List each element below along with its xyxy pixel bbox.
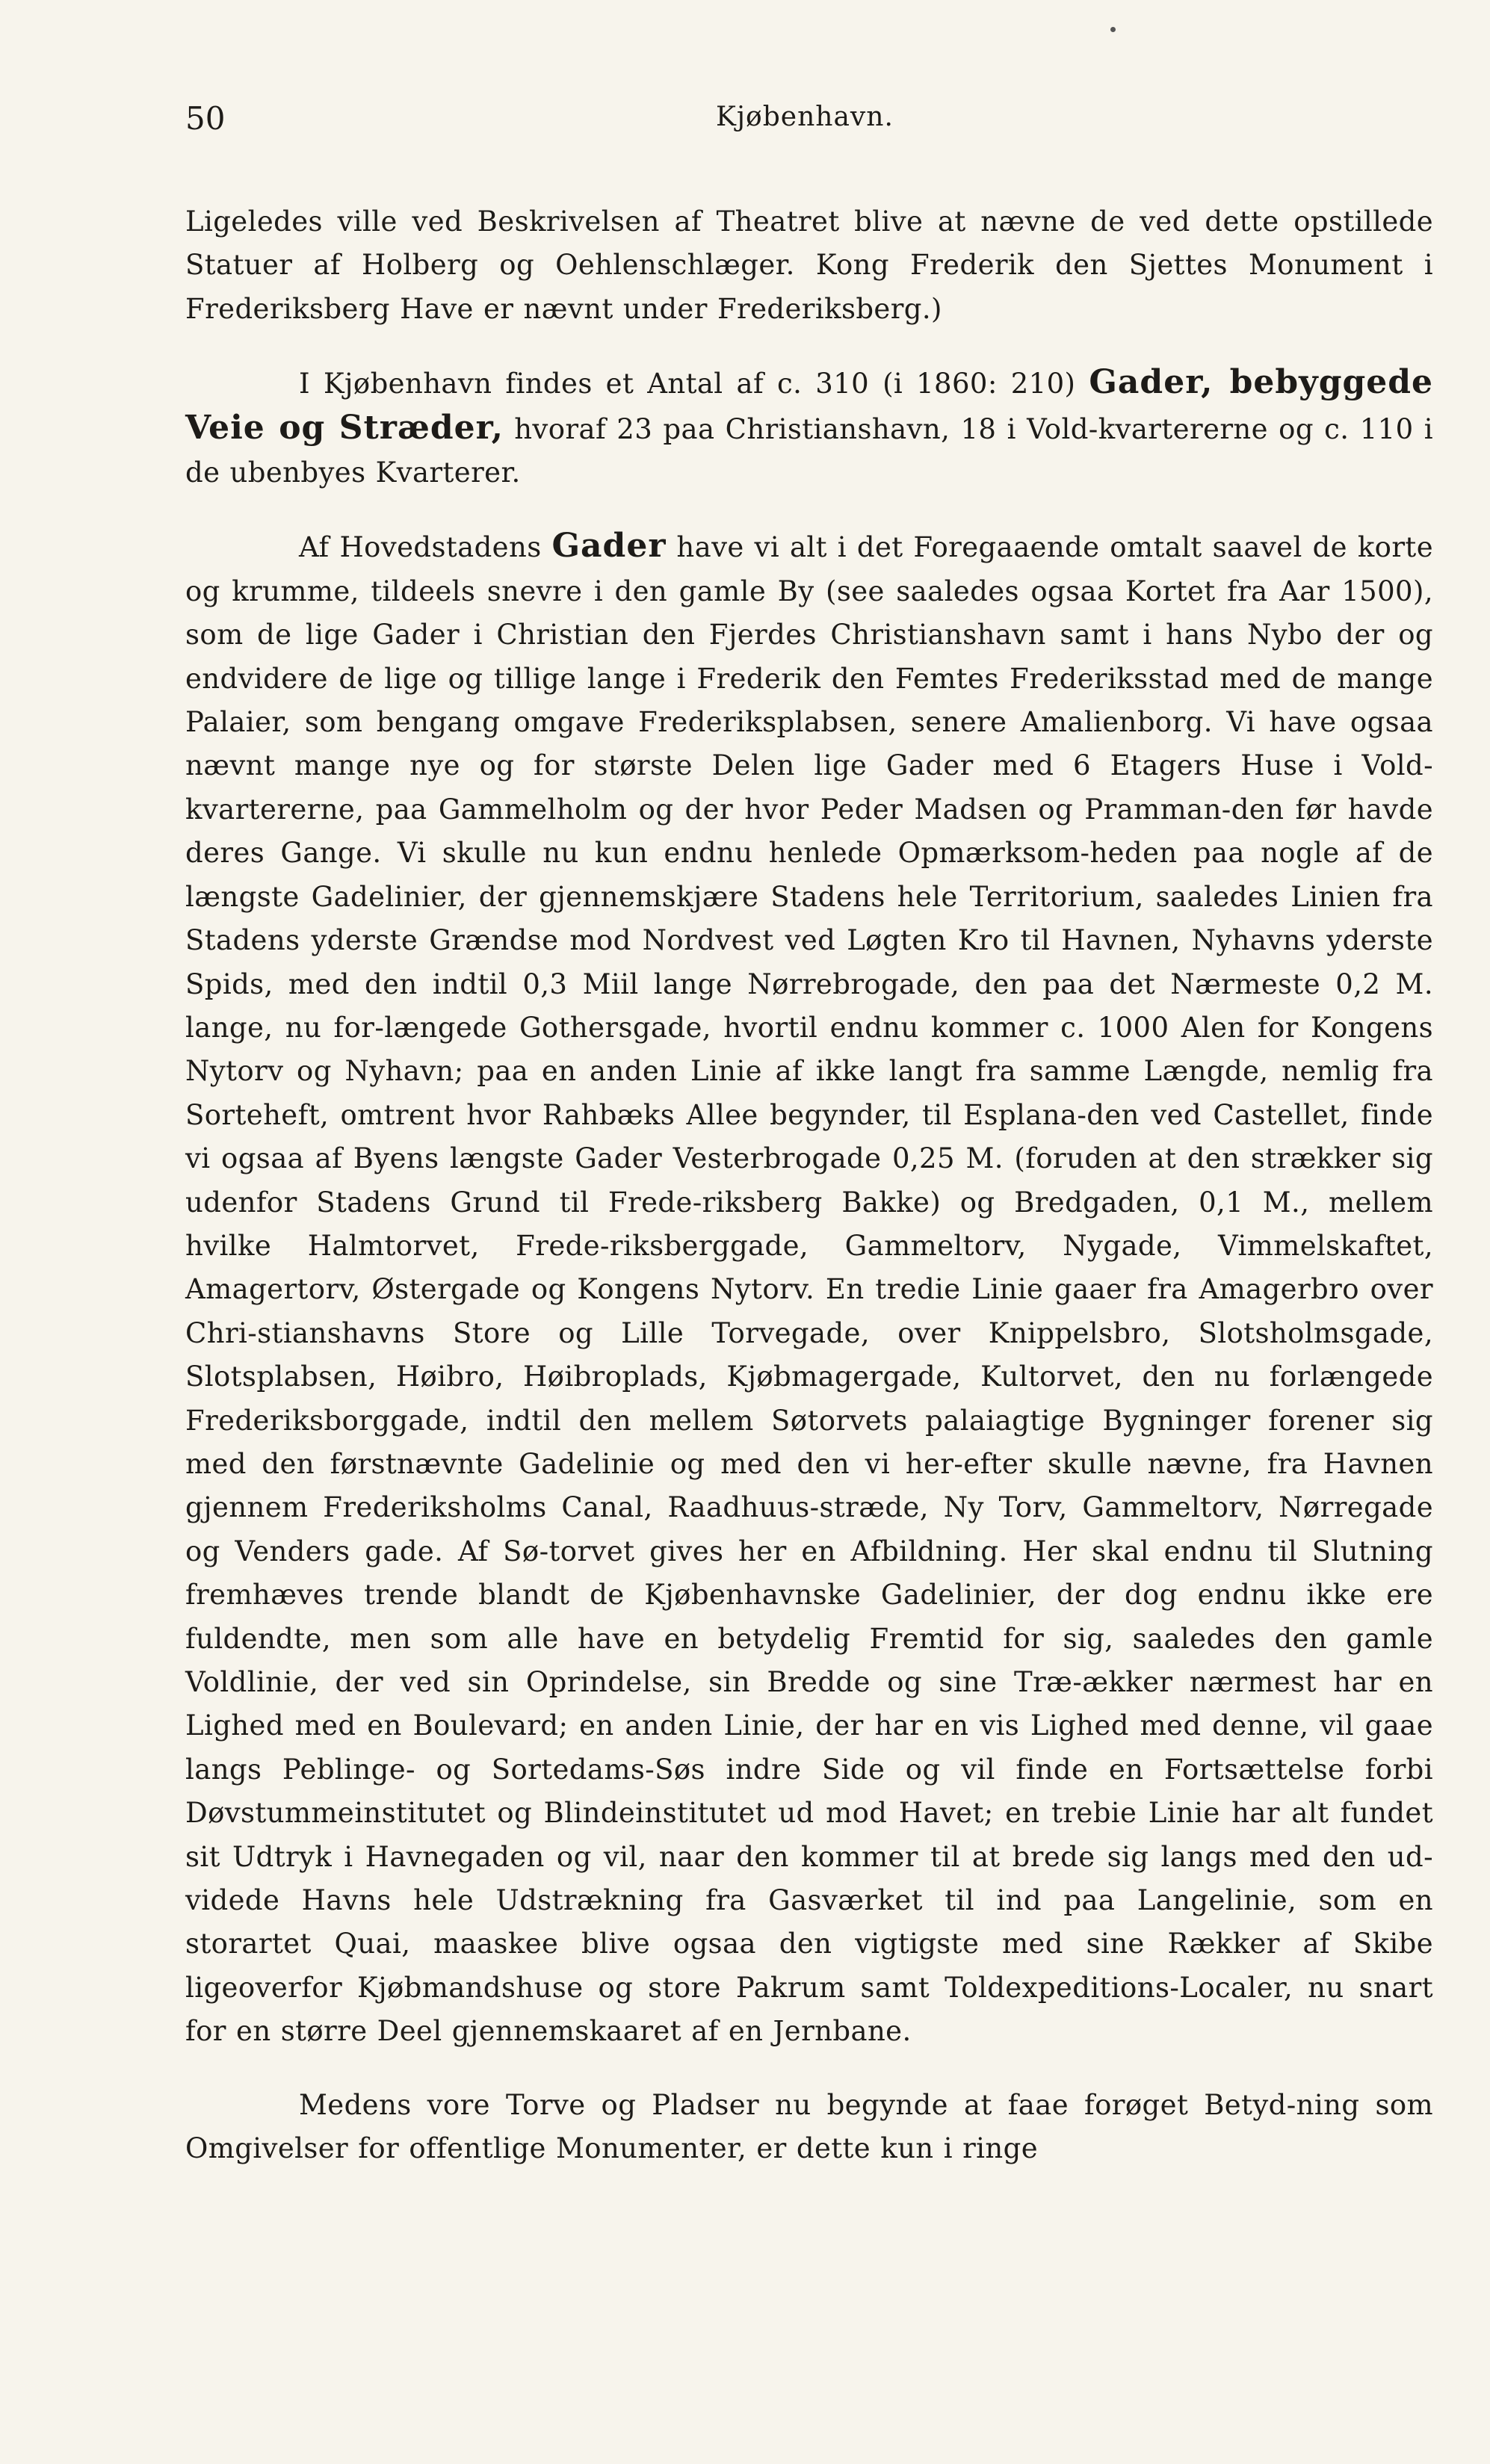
paragraph-2 <box>185 361 1433 495</box>
paragraph-spacer <box>185 2054 1433 2084</box>
book-page <box>185 90 1433 2170</box>
paragraph-2-lead: I Kjøbenhavn findes et Antal af c. 310 (i 1860: 210) <box>299 368 1089 400</box>
paragraph-2-heading: Gader, bebyggede Veie og Stræder, <box>185 363 1433 447</box>
paragraph-spacer <box>185 331 1433 361</box>
paragraph-3-lead: Af Hovedstadens <box>299 531 552 564</box>
page-number: 50 <box>185 100 226 137</box>
paragraph-3-heading: Gader <box>551 527 667 566</box>
paragraph-spacer <box>185 495 1433 524</box>
paragraph-3-rest: have vi alt i det Foregaaende omtalt saavel de korte og krumme, tildeels snevre i den gamle By (see saaledes ogsaa Kortet fra Aar 1500), som de lige Gader i Christian den Fjerdes Christianshavn samt i hans Nybo der og endvidere de lige og tillige lange i Frederik den Femtes Frederiksstad med de mange Palaier, som bengang omgave Frederiksplabsen, senere Amalienborg. Vi have ogsaa nævnt mange nye og for største Delen lige Gader med 6 Etagers Huse i Vold-kvartererne, paa Gammelholm og der hvor Peder Madsen og Pramman-den før havde deres Gange. Vi skulle nu kun endnu henlede Opmærksom-heden paa nogle af de længste Gadelinier, der gjennemskjære Stadens hele Territorium, saaledes Linien fra Stadens yderste Grændse mod Nordvest ved Løgten Kro til Havnen, Nyhavns yderste Spids, med den indtil 0,3 Miil lange Nørrebrogade, den paa det Nærmeste 0,2 M. lange, nu for-længede Gothersgade, hvortil endnu kommer c. 1000 Alen for Kongens Nytorv og Nyhavn; paa en anden Linie af ikke langt fra samme Længde, nemlig fra Sorteheft, omtrent hvor Rahbæks Allee begynder, til Esplana-den ved Castellet, finde vi ogsaa af Byens længste Gader Vesterbrogade 0,25 M. (foruden at den strækker sig udenfor Stadens Grund til Frede-riksberg Bakke) og Bredgaden, 0,1 M., mellem hvilke Halmtorvet, Frede-riksberggade, Gammeltorv, Nygade, Vimmelskaftet, Amagertorv, Østergade og Kongens Nytorv. En tredie Linie gaaer fra Amagerbro over Chri-stianshavns Store og Lille Torvegade, over Knippelsbro, Slotsholmsgade, Slotsplabsen, Høibro, Høibroplads, Kjøbmagergade, Kultorvet, den nu forlængede Frederiksborggade, indtil den mellem Søtorvets palaiagtige Bygninger forener sig med den førstnævnte Gadelinie og med den vi her-efter skulle nævne, fra Havnen gjennem Frederiksholms Canal, Raadhuus-stræde, Ny Torv, Gammeltorv, Nørregade og Venders gade. Af Sø-torvet gives her en Afbildning. Her skal endnu til Slutning fremhæves trende blandt de Kjøbenhavnske Gadelinier, der dog endnu ikke ere fuldendte, men som alle have en betydelig Fremtid for sig, saaledes den gamle Voldlinie, der ved sin Oprindelse, sin Bredde og sine Træ-ækker nærmest har en Lighed med en Boulevard; en anden Linie, der har en vis Lighed med denne, vil gaae langs Peblinge- og Sortedams-Søs indre Side og vil finde en Fortsættelse forbi Døvstummeinstitutet og Blindeinstitutet ud mod Havet; en trebie Linie har alt fundet sit Udtryk i Havnegaden og vil, naar den kommer til at brede sig langs med den ud-videde Havns hele Udstrækning fra Gasværket til ind paa Langelinie, som en storartet Quai, maaskee blive ogsaa den vigtigste med sine Rækker af Skibe ligeoverfor Kjøbmandshuse og store Pakrum samt Toldexpeditions-Localer, nu snart for en større Deel gjennemskaaret af en Jernbane. <box>185 531 1433 2048</box>
running-head: Kjøbenhavn. <box>716 102 894 132</box>
paragraph-4: Medens vore Torve og Pladser nu begynde at faae forøget Betyd-ning som Omgivelser for offentlige Monumenter, er dette kun i ringe <box>185 2088 1433 2165</box>
paragraph-1: Ligeledes ville ved Beskrivelsen af Theatret blive at nævne de ved dette opstillede Statuer af Holberg og Oehlenschlæger. Kong Frederik den Sjettes Monument i Frederiksberg Have er nævnt under Frederiksberg.) <box>185 205 1433 325</box>
print-speck <box>1110 27 1116 32</box>
paragraph-2-rest: hvoraf 23 paa Christianshavn, 18 i Vold-kvartererne og c. 110 i de ubenbyes Kvarterer. <box>185 412 1433 489</box>
body-text <box>185 200 1433 2170</box>
page-header <box>185 90 1433 142</box>
paragraph-3 <box>185 524 1433 2053</box>
